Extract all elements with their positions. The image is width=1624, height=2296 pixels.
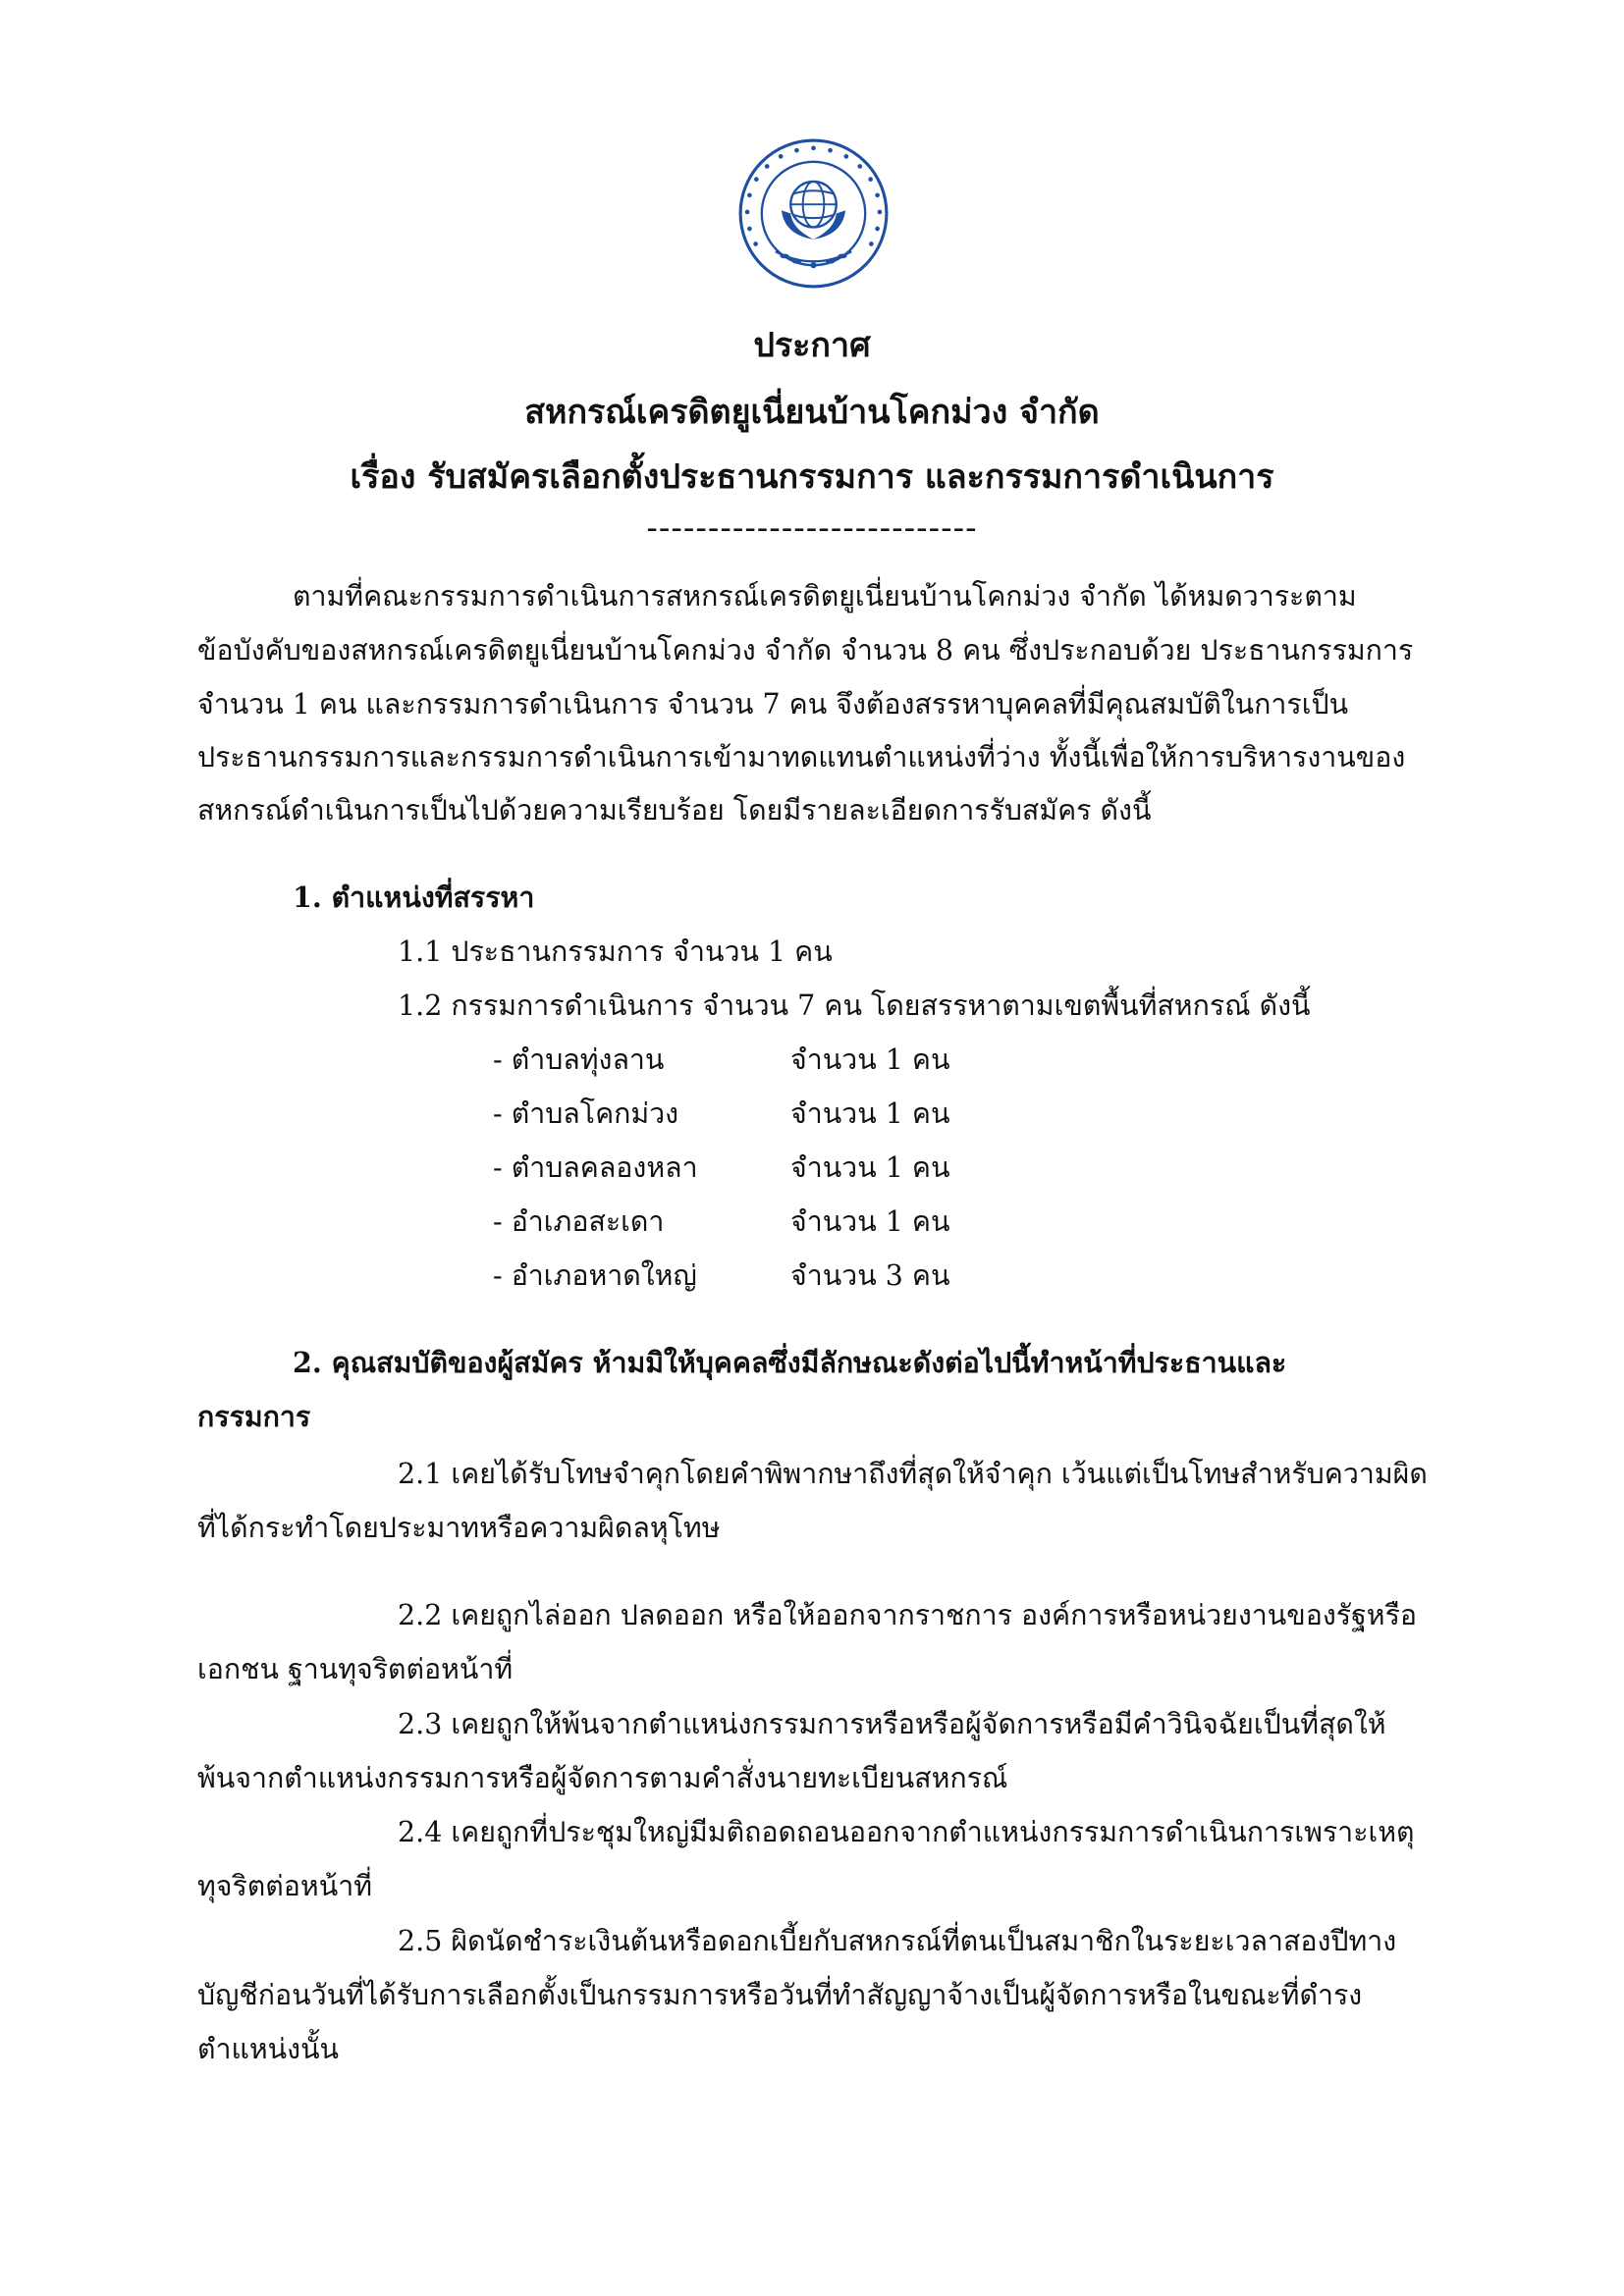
divider-line: --------------------------- xyxy=(646,508,978,548)
qualification-item: 2.5 ผิดนัดชำระเงินต้นหรือดอกเบี้ยกับสหกรณ์ที่ตนเป็นสมาชิกในระยะเวลาสองปีทาง xyxy=(398,1925,1397,1957)
qualification-item: 2.2 เคยถูกไล่ออก ปลดออก หรือให้ออกจากราชการ องค์การหรือหน่วยงานของรัฐหรือ xyxy=(398,1599,1418,1631)
area-name: - ตำบลทุ่งลาน xyxy=(493,1043,665,1076)
subject-line: เรื่อง รับสมัครเลือกตั้งประธานกรรมการ และกรรมการดำเนินการ xyxy=(350,457,1274,497)
section-2-heading-cont: กรรมการ xyxy=(197,1400,311,1433)
qualification-item-cont: เอกชน ฐานทุจริตต่อหน้าที่ xyxy=(197,1653,514,1685)
qualification-item-cont: บัญชีก่อนวันที่ได้รับการเลือกตั้งเป็นกรรมการหรือวันที่ทำสัญญาจ้างเป็นผู้จัดการหรือในขณะที่ดำรง xyxy=(197,1979,1363,2011)
qualification-item-cont: ทุจริตต่อหน้าที่ xyxy=(197,1870,372,1902)
area-count: จำนวน 3 คน xyxy=(790,1259,950,1292)
intro-line: จำนวน 1 คน และกรรมการดำเนินการ จำนวน 7 คน จึงต้องสรรหาบุคคลที่มีคุณสมบัติในการเป็น xyxy=(197,688,1349,721)
intro-line: ข้อบังคับของสหกรณ์เครดิตยูเนี่ยนบ้านโคกม่วง จำกัด จำนวน 8 คน ซึ่งประกอบด้วย ประธานกรรมการ xyxy=(197,634,1414,667)
area-count: จำนวน 1 คน xyxy=(790,1205,950,1238)
area-count: จำนวน 1 คน xyxy=(790,1097,950,1130)
qualification-item-cont: ตำแหน่งนั้น xyxy=(197,2033,340,2065)
area-name: - ตำบลโคกม่วง xyxy=(493,1097,679,1130)
cooperative-seal-logo xyxy=(737,137,890,290)
qualification-item: 2.3 เคยถูกให้พ้นจากตำแหน่งกรรมการหรือหรือผู้จัดการหรือมีคำวินิจฉัยเป็นที่สุดให้ xyxy=(398,1708,1386,1740)
qualification-item-cont: พ้นจากตำแหน่งกรรมการหรือผู้จัดการตามคำสั่งนายทะเบียนสหกรณ์ xyxy=(197,1762,1008,1794)
section-1-heading: 1. ตำแหน่งที่สรรหา xyxy=(293,881,535,914)
seal-icon xyxy=(737,137,890,290)
area-count: จำนวน 1 คน xyxy=(790,1043,950,1076)
area-name: - อำเภอหาดใหญ่ xyxy=(493,1259,697,1292)
qualification-item: 2.1 เคยได้รับโทษจำคุกโดยคำพิพากษาถึงที่สุดให้จำคุก เว้นแต่เป็นโทษสำหรับความผิด xyxy=(398,1458,1428,1490)
area-name: - ตำบลคลองหลา xyxy=(493,1151,698,1184)
organization-name: สหกรณ์เครดิตยูเนี่ยนบ้านโคกม่วง จำกัด xyxy=(524,393,1100,432)
qualification-item: 2.4 เคยถูกที่ประชุมใหญ่มีมติถอดถอนออกจากตำแหน่งกรรมการดำเนินการเพราะเหตุ xyxy=(398,1816,1415,1848)
position-item: 1.1 ประธานกรรมการ จำนวน 1 คน xyxy=(398,935,833,968)
area-count: จำนวน 1 คน xyxy=(790,1151,950,1184)
qualification-item-cont: ที่ได้กระทำโดยประมาทหรือความผิดลหุโทษ xyxy=(197,1512,721,1544)
position-item: 1.2 กรรมการดำเนินการ จำนวน 7 คน โดยสรรหาตามเขตพื้นที่สหกรณ์ ดังนี้ xyxy=(398,989,1311,1022)
announcement-title: ประกาศ xyxy=(753,326,871,365)
intro-line: ประธานกรรมการและกรรมการดำเนินการเข้ามาทดแทนตำแหน่งที่ว่าง ทั้งนี้เพื่อให้การบริหารงานของ xyxy=(197,741,1406,774)
intro-line: ตามที่คณะกรรมการดำเนินการสหกรณ์เครดิตยูเนี่ยนบ้านโคกม่วง จำกัด ได้หมดวาระตาม xyxy=(293,580,1357,613)
area-name: - อำเภอสะเดา xyxy=(493,1205,665,1238)
section-2-heading: 2. คุณสมบัติของผู้สมัคร ห้ามมิให้บุคคลซึ่งมีลักษณะดังต่อไปนี้ทำหน้าที่ประธานและ xyxy=(293,1346,1287,1379)
intro-line: สหกรณ์ดำเนินการเป็นไปด้วยความเรียบร้อย โดยมีรายละเอียดการรับสมัคร ดังนี้ xyxy=(197,794,1152,827)
